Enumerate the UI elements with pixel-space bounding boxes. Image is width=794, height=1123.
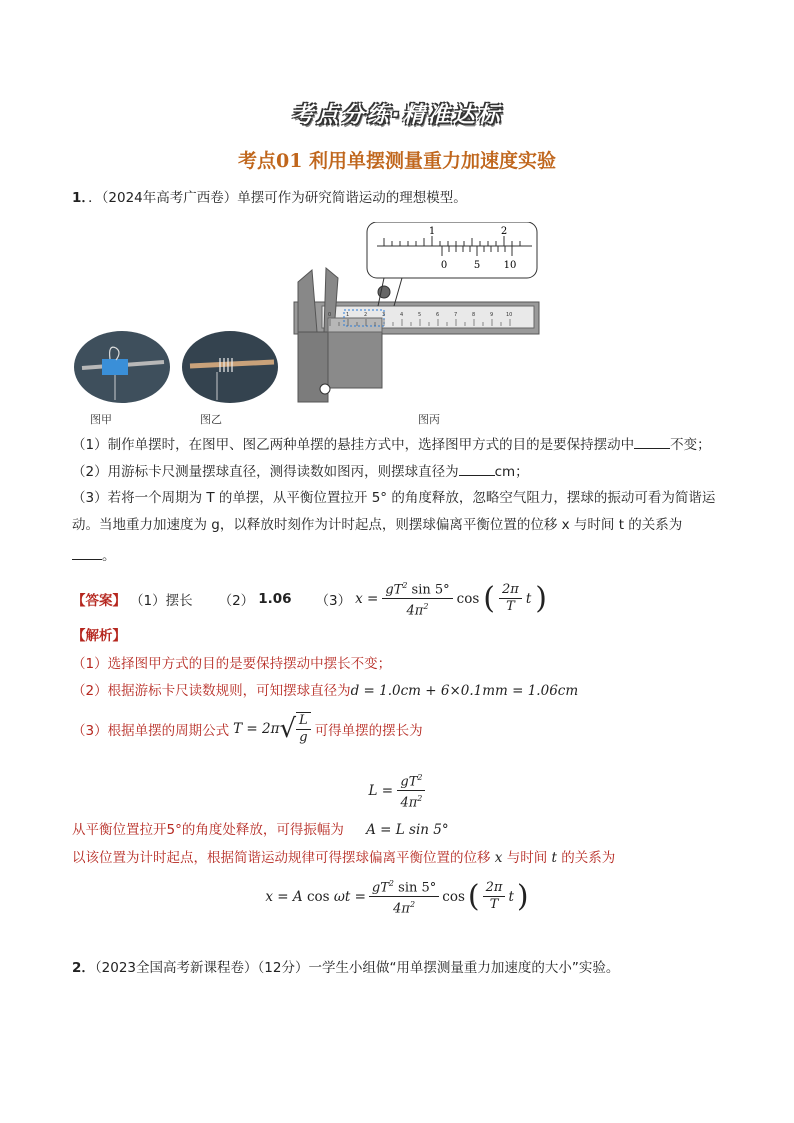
blank-3 bbox=[72, 545, 102, 560]
q1-answer: 【答案】 （1）摆长 （2） 1.06 （3） x = $\frac{gT^2 \sin 5^\circ}{4\pi^2}$ cos ( $\frac{2\pi}{T}$ t ) bbox=[72, 578, 732, 620]
q1-number: 1． bbox=[72, 190, 89, 206]
svg-text:2: 2 bbox=[364, 312, 368, 318]
q1-figures bbox=[72, 222, 542, 412]
svg-text:4: 4 bbox=[400, 312, 404, 318]
svg-text:9: 9 bbox=[490, 312, 494, 318]
svg-text:5: 5 bbox=[418, 312, 422, 318]
svg-text:8: 8 bbox=[472, 312, 476, 318]
sqrt-l-over-g: √ $\frac{L}{g}$ bbox=[279, 712, 310, 746]
q1-stem-text: ．（2024年高考广西卷）单摆可作为研究简谐运动的理想模型。 bbox=[88, 190, 467, 206]
analysis-4: 从平衡位置拉开5°的角度处释放，可得振幅为 A = L sin 5° bbox=[72, 822, 449, 838]
analysis-3: （3）根据单摆的周期公式 T = 2π √ $\frac{L}{g}$ 可得单摆的摆长为 bbox=[72, 713, 423, 745]
svg-text:6: 6 bbox=[436, 312, 440, 318]
analysis-2: （2）根据游标卡尺读数规则，可知摆球直径为d = 1.0cm + 6×0.1mm = 1.06cm bbox=[72, 683, 579, 699]
analysis-2-formula: d = 1.0cm + 6×0.1mm = 1.06cm bbox=[350, 683, 579, 699]
vernier-zoom-callout bbox=[367, 222, 537, 306]
caption-figure-c: 图丙 bbox=[418, 413, 440, 426]
formula-x-final: x = A cos ωt = $\frac{gT^2 \sin 5^\circ}{4\pi^2}$ cos ( $\frac{2\pi}{T}$ t ) bbox=[0, 876, 794, 918]
q1-part1: （1）制作单摆时，在图甲、图乙两种单摆的悬挂方式中，选择图甲方式的目的是要保持摆动中 不变； bbox=[72, 434, 732, 455]
section-banner: 考点分练·精准达标 bbox=[291, 103, 503, 128]
vernier-label-10: 10 bbox=[503, 260, 517, 271]
main-label-2: 2 bbox=[500, 226, 508, 237]
q2-number: 2． bbox=[72, 960, 95, 976]
analysis-5: 以该位置为计时起点，根据简谐运动规律可得摆球偏离平衡位置的位移 x 与时间 t 的关系为 bbox=[72, 850, 616, 866]
q1-part2: （2）用游标卡尺测量摆球直径，测得读数如图丙，则摆球直径为 cm； bbox=[72, 461, 732, 482]
vernier-label-5: 5 bbox=[473, 260, 481, 271]
svg-text:7: 7 bbox=[454, 312, 458, 318]
analysis-4-formula: A = L sin 5° bbox=[366, 822, 449, 838]
figure-b-photo bbox=[182, 331, 278, 403]
vernier-label-0: 0 bbox=[440, 260, 448, 271]
section-title: 考点01 利用单摆测量重力加速度实验 bbox=[237, 150, 557, 172]
caption-figure-b: 图乙 bbox=[200, 413, 222, 426]
svg-text:3: 3 bbox=[382, 312, 386, 318]
figure-c-caliper bbox=[294, 268, 539, 402]
q1-part3-line1: （3）若将一个周期为 T 的单摆，从平衡位置拉开 5° 的角度释放，忽略空气阻力，摆球的振动可看为简谐运 bbox=[72, 490, 716, 506]
formula-L: L = $\frac{gT^2}{4\pi^2}$ bbox=[0, 770, 794, 812]
svg-text:0: 0 bbox=[328, 312, 332, 318]
q1-part3-line2: 动。当地重力加速度为 g，以释放时刻作为计时起点，则摆球偏离平衡位置的位移 x 与时间 t 的关系为 bbox=[72, 517, 683, 533]
q2-stem bbox=[72, 958, 732, 978]
caption-figure-a: 图甲 bbox=[90, 413, 112, 426]
q2-stem-text: （2023全国高考新课程卷）（12分）一学生小组做“用单摆测量重力加速度的大小”实验。 bbox=[94, 960, 620, 976]
answer-label: 【答案】 bbox=[72, 592, 126, 609]
analysis-1: （1）选择图甲方式的目的是要保持摆动中摆长不变； bbox=[72, 656, 392, 672]
q1-part3-line3: 。 bbox=[72, 545, 732, 566]
answer-2-value: 1.06 bbox=[258, 590, 292, 607]
blank-2 bbox=[459, 461, 495, 476]
figure-a-photo bbox=[74, 331, 170, 403]
svg-text:1: 1 bbox=[346, 312, 350, 318]
answer-1: （1）摆长 bbox=[130, 592, 193, 609]
svg-text:10: 10 bbox=[506, 312, 513, 318]
analysis-label: 【解析】 bbox=[72, 628, 126, 644]
blank-1 bbox=[634, 434, 670, 449]
main-label-1: 1 bbox=[428, 226, 436, 237]
answer-3-formula: x = bbox=[355, 590, 379, 607]
q1-stem bbox=[72, 188, 732, 208]
